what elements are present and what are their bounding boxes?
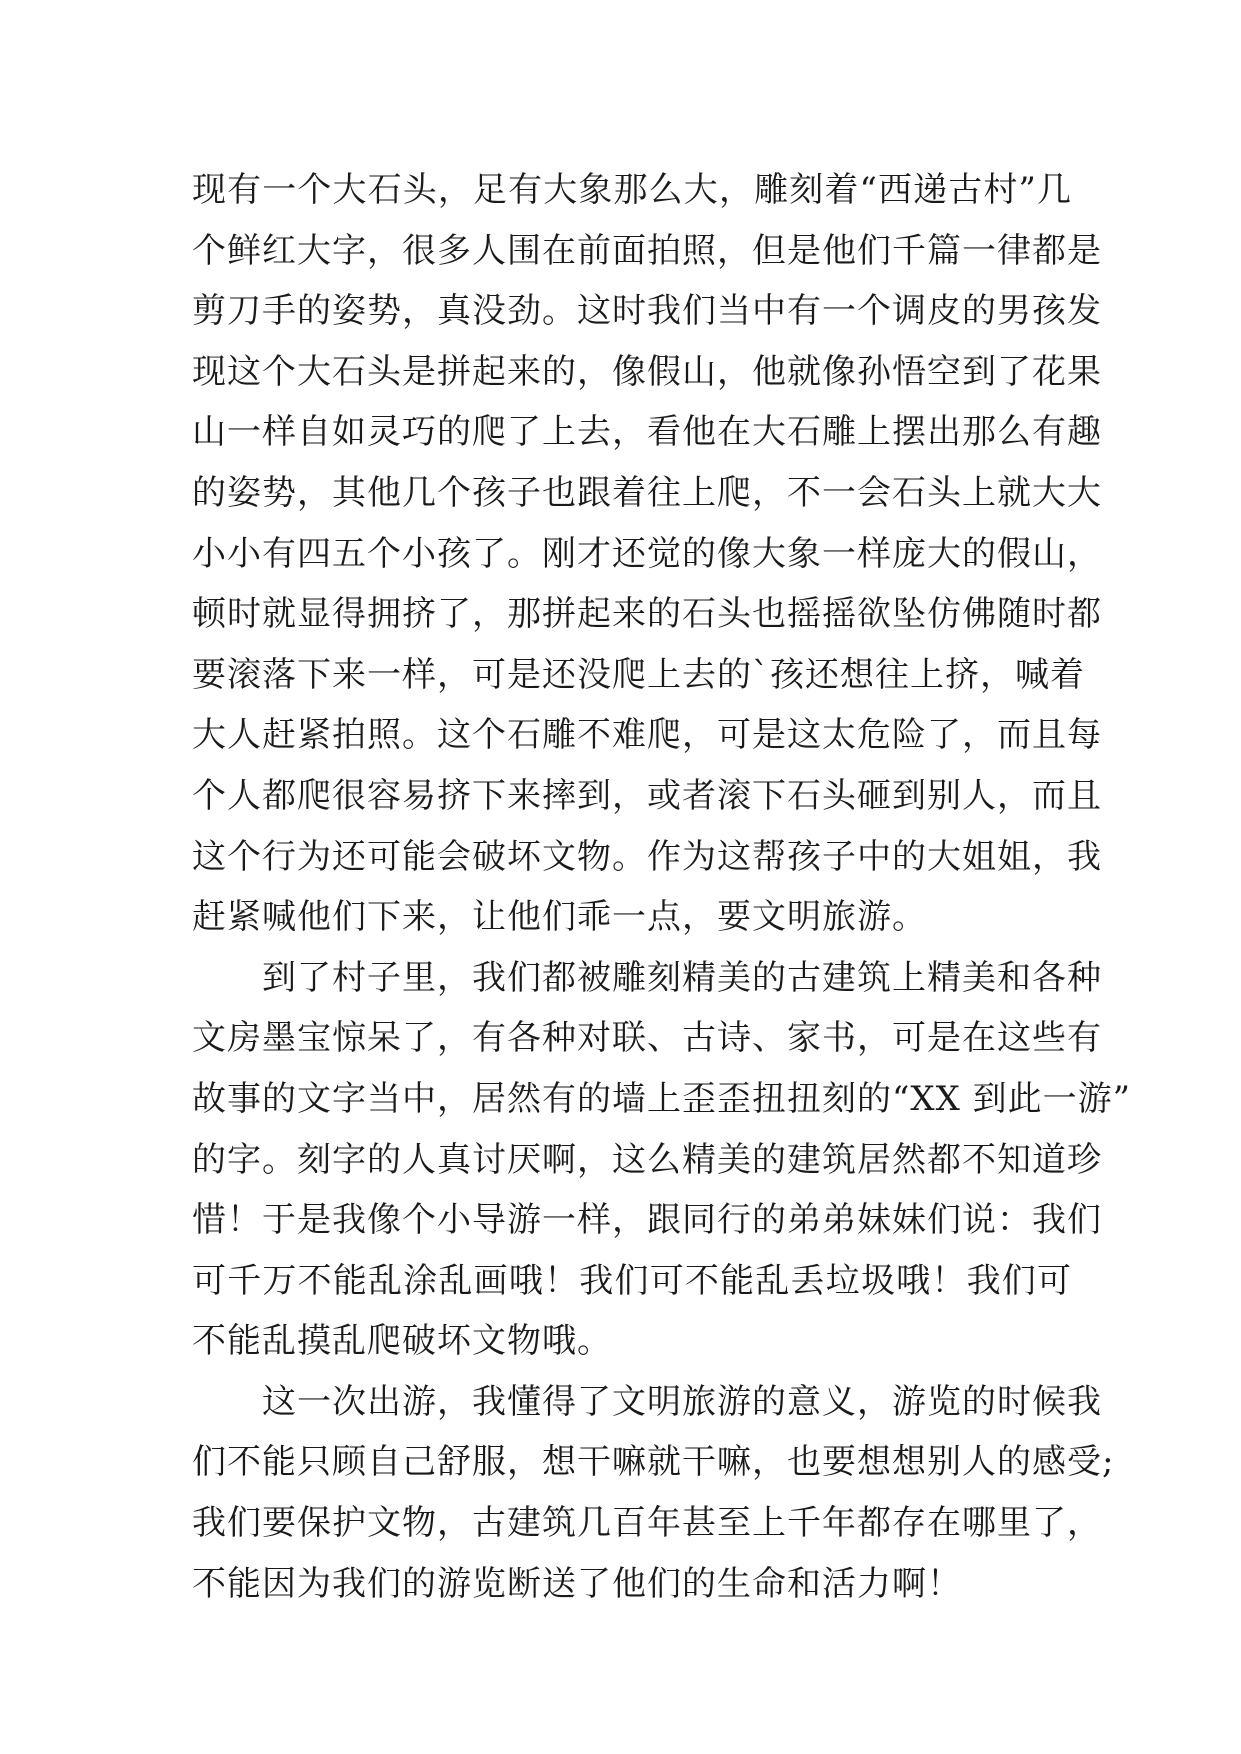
text-line: 不能因为我们的游览断送了他们的生命和活力啊！: [192, 1563, 962, 1604]
text-line: 现这个大石头是拼起来的，像假山，他就像孙悟空到了花果: [192, 351, 1102, 392]
text-line: 这个行为还可能会破坏文物。作为这帮孩子中的大姐姐，我: [192, 836, 1102, 877]
text-line: 的姿势，其他几个孩子也跟着往上爬，不一会石头上就大大: [192, 472, 1102, 513]
text-line: 可千万不能乱涂乱画哦！我们可不能乱丢垃圾哦！我们可: [192, 1260, 1072, 1301]
text-line: 我们要保护文物，古建筑几百年甚至上千年都存在哪里了，: [192, 1503, 1102, 1544]
text-line: 们不能只顾自己舒服，想干嘛就干嘛，也要想想别人的感受;: [192, 1442, 1115, 1483]
text-line: 剪刀手的姿势，真没劲。这时我们当中有一个调皮的男孩发: [192, 291, 1102, 332]
text-line: 要滚落下来一样，可是还没爬上去的`孩还想往上挤，喊着: [192, 654, 1085, 695]
text-line: 顿时就显得拥挤了，那拼起来的石头也摇摇欲坠仿佛随时都: [192, 594, 1102, 635]
text-line: 文房墨宝惊呆了，有各种对联、古诗、家书，可是在这些有: [192, 1018, 1102, 1059]
document-body: [192, 160, 1131, 1614]
text-line: 到了村子里，我们都被雕刻精美的古建筑上精美和各种: [192, 957, 1102, 998]
text-line: 赶紧喊他们下来，让他们乖一点，要文明旅游。: [192, 897, 927, 938]
text-line: 的字。刻字的人真讨厌啊，这么精美的建筑居然都不知道珍: [192, 1139, 1102, 1180]
text-line: 惜！于是我像个小导游一样，跟同行的弟弟妹妹们说：我们: [192, 1200, 1102, 1241]
text-line: 故事的文字当中，居然有的墙上歪歪扭扭刻的“XX 到此一游”: [192, 1078, 1131, 1119]
text-line: 大人赶紧拍照。这个石雕不难爬，可是这太危险了，而且每: [192, 715, 1102, 756]
text-line: 不能乱摸乱爬破坏文物哦。: [192, 1321, 612, 1362]
text-line: 个人都爬很容易挤下来摔到，或者滚下石头砸到别人，而且: [192, 775, 1102, 816]
text-line: 山一样自如灵巧的爬了上去，看他在大石雕上摆出那么有趣: [192, 412, 1102, 453]
text-line: 现有一个大石头，足有大象那么大，雕刻着“西递古村”几: [192, 170, 1072, 210]
text-line: 这一次出游，我懂得了文明旅游的意义，游览的时候我: [192, 1381, 1102, 1422]
text-line: 个鲜红大字，很多人围在前面拍照，但是他们千篇一律都是: [192, 230, 1102, 271]
text-line: 小小有四五个小孩了。刚才还觉的像大象一样庞大的假山，: [192, 533, 1102, 574]
